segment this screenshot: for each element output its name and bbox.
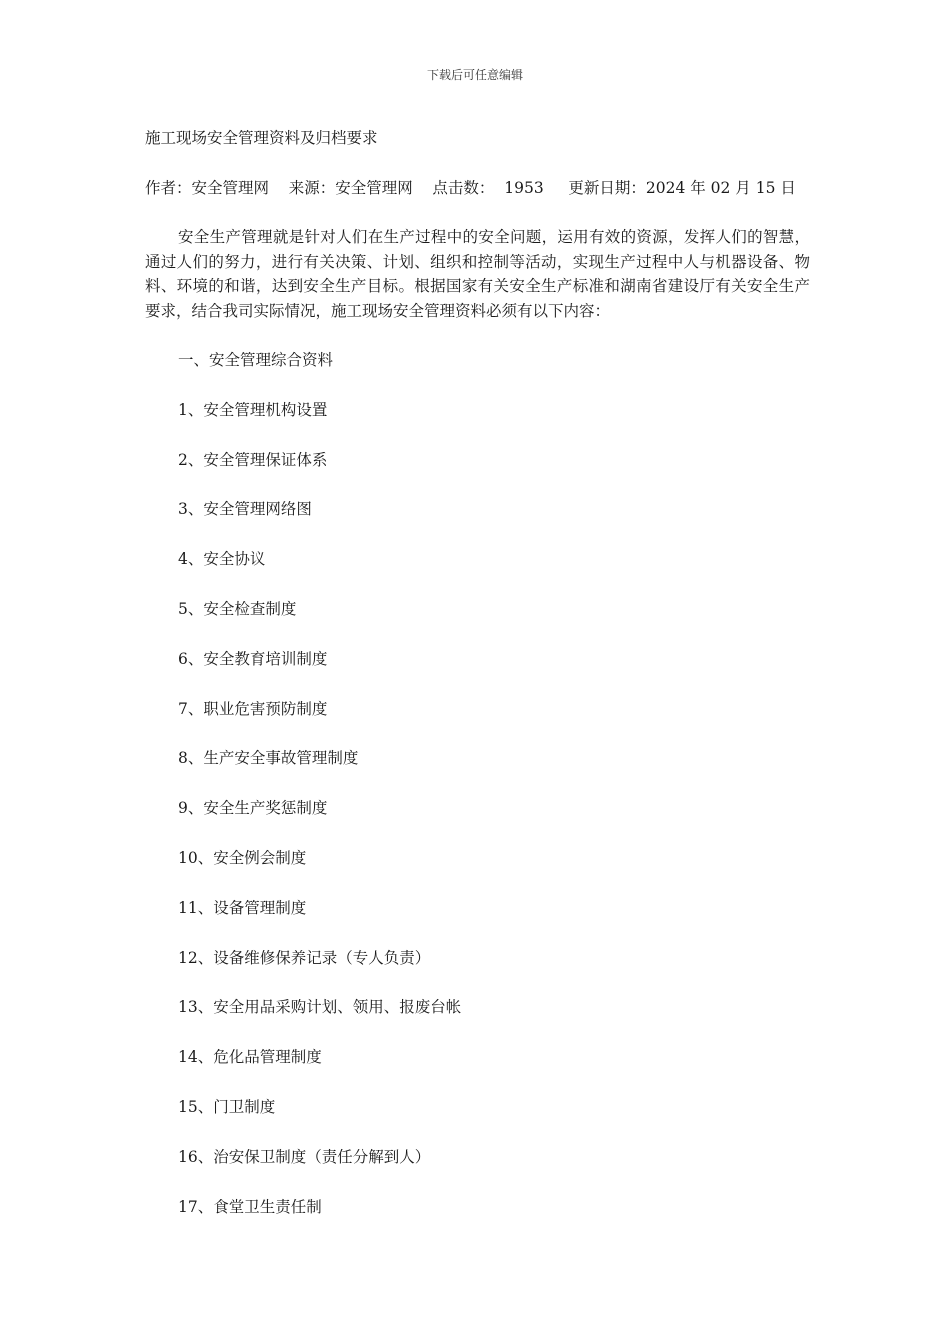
list-item: 9、安全生产奖惩制度: [178, 799, 328, 818]
list-item: 6、安全教育培训制度: [178, 649, 328, 668]
list-item: 11、设备管理制度: [178, 898, 307, 917]
intro-paragraph: 安全生产管理就是针对人们在生产过程中的安全问题，运用有效的资源，发挥人们的智慧，通过人们的努力，进行有关决策、计划、组织和控制等活动，实现生产过程中人与机器设备、物料、环境的和谐，达到安全生产目标。根据国家有关安全生产标准和湖南省建设厅有关安全生产要求，结合我司实际情况，施工现场安全管理资料必须有以下内容：: [145, 228, 810, 320]
section-heading: 一、安全管理综合资料: [178, 351, 334, 369]
article-meta: 作者：安全管理网 来源：安全管理网 点击数： 1953 更新日期：2024 年 02 月 15 日: [145, 179, 796, 197]
list-item: 14、危化品管理制度: [178, 1048, 322, 1067]
list-item: 12、设备维修保养记录（专人负责）: [178, 948, 431, 967]
list-item: 8、生产安全事故管理制度: [178, 749, 359, 768]
list-item: 3、安全管理网络图: [178, 500, 312, 519]
list-item: 1、安全管理机构设置: [178, 400, 328, 419]
list-item: 16、治安保卫制度（责任分解到人）: [178, 1147, 431, 1166]
header-note: 下载后可任意编辑: [426, 68, 523, 82]
list-item: 7、职业危害预防制度: [178, 699, 328, 718]
content-list: [178, 349, 461, 1245]
list-item: 13、安全用品采购计划、领用、报废台帐: [178, 998, 462, 1017]
list-item: 4、安全协议: [178, 550, 266, 569]
list-item: 17、食堂卫生责任制: [178, 1197, 322, 1216]
list-item: 15、门卫制度: [178, 1097, 276, 1116]
list-item: 2、安全管理保证体系: [178, 450, 328, 469]
list-item: 5、安全检查制度: [178, 599, 297, 618]
document-title: 施工现场安全管理资料及归档要求: [145, 129, 378, 147]
list-item: 10、安全例会制度: [178, 848, 307, 867]
